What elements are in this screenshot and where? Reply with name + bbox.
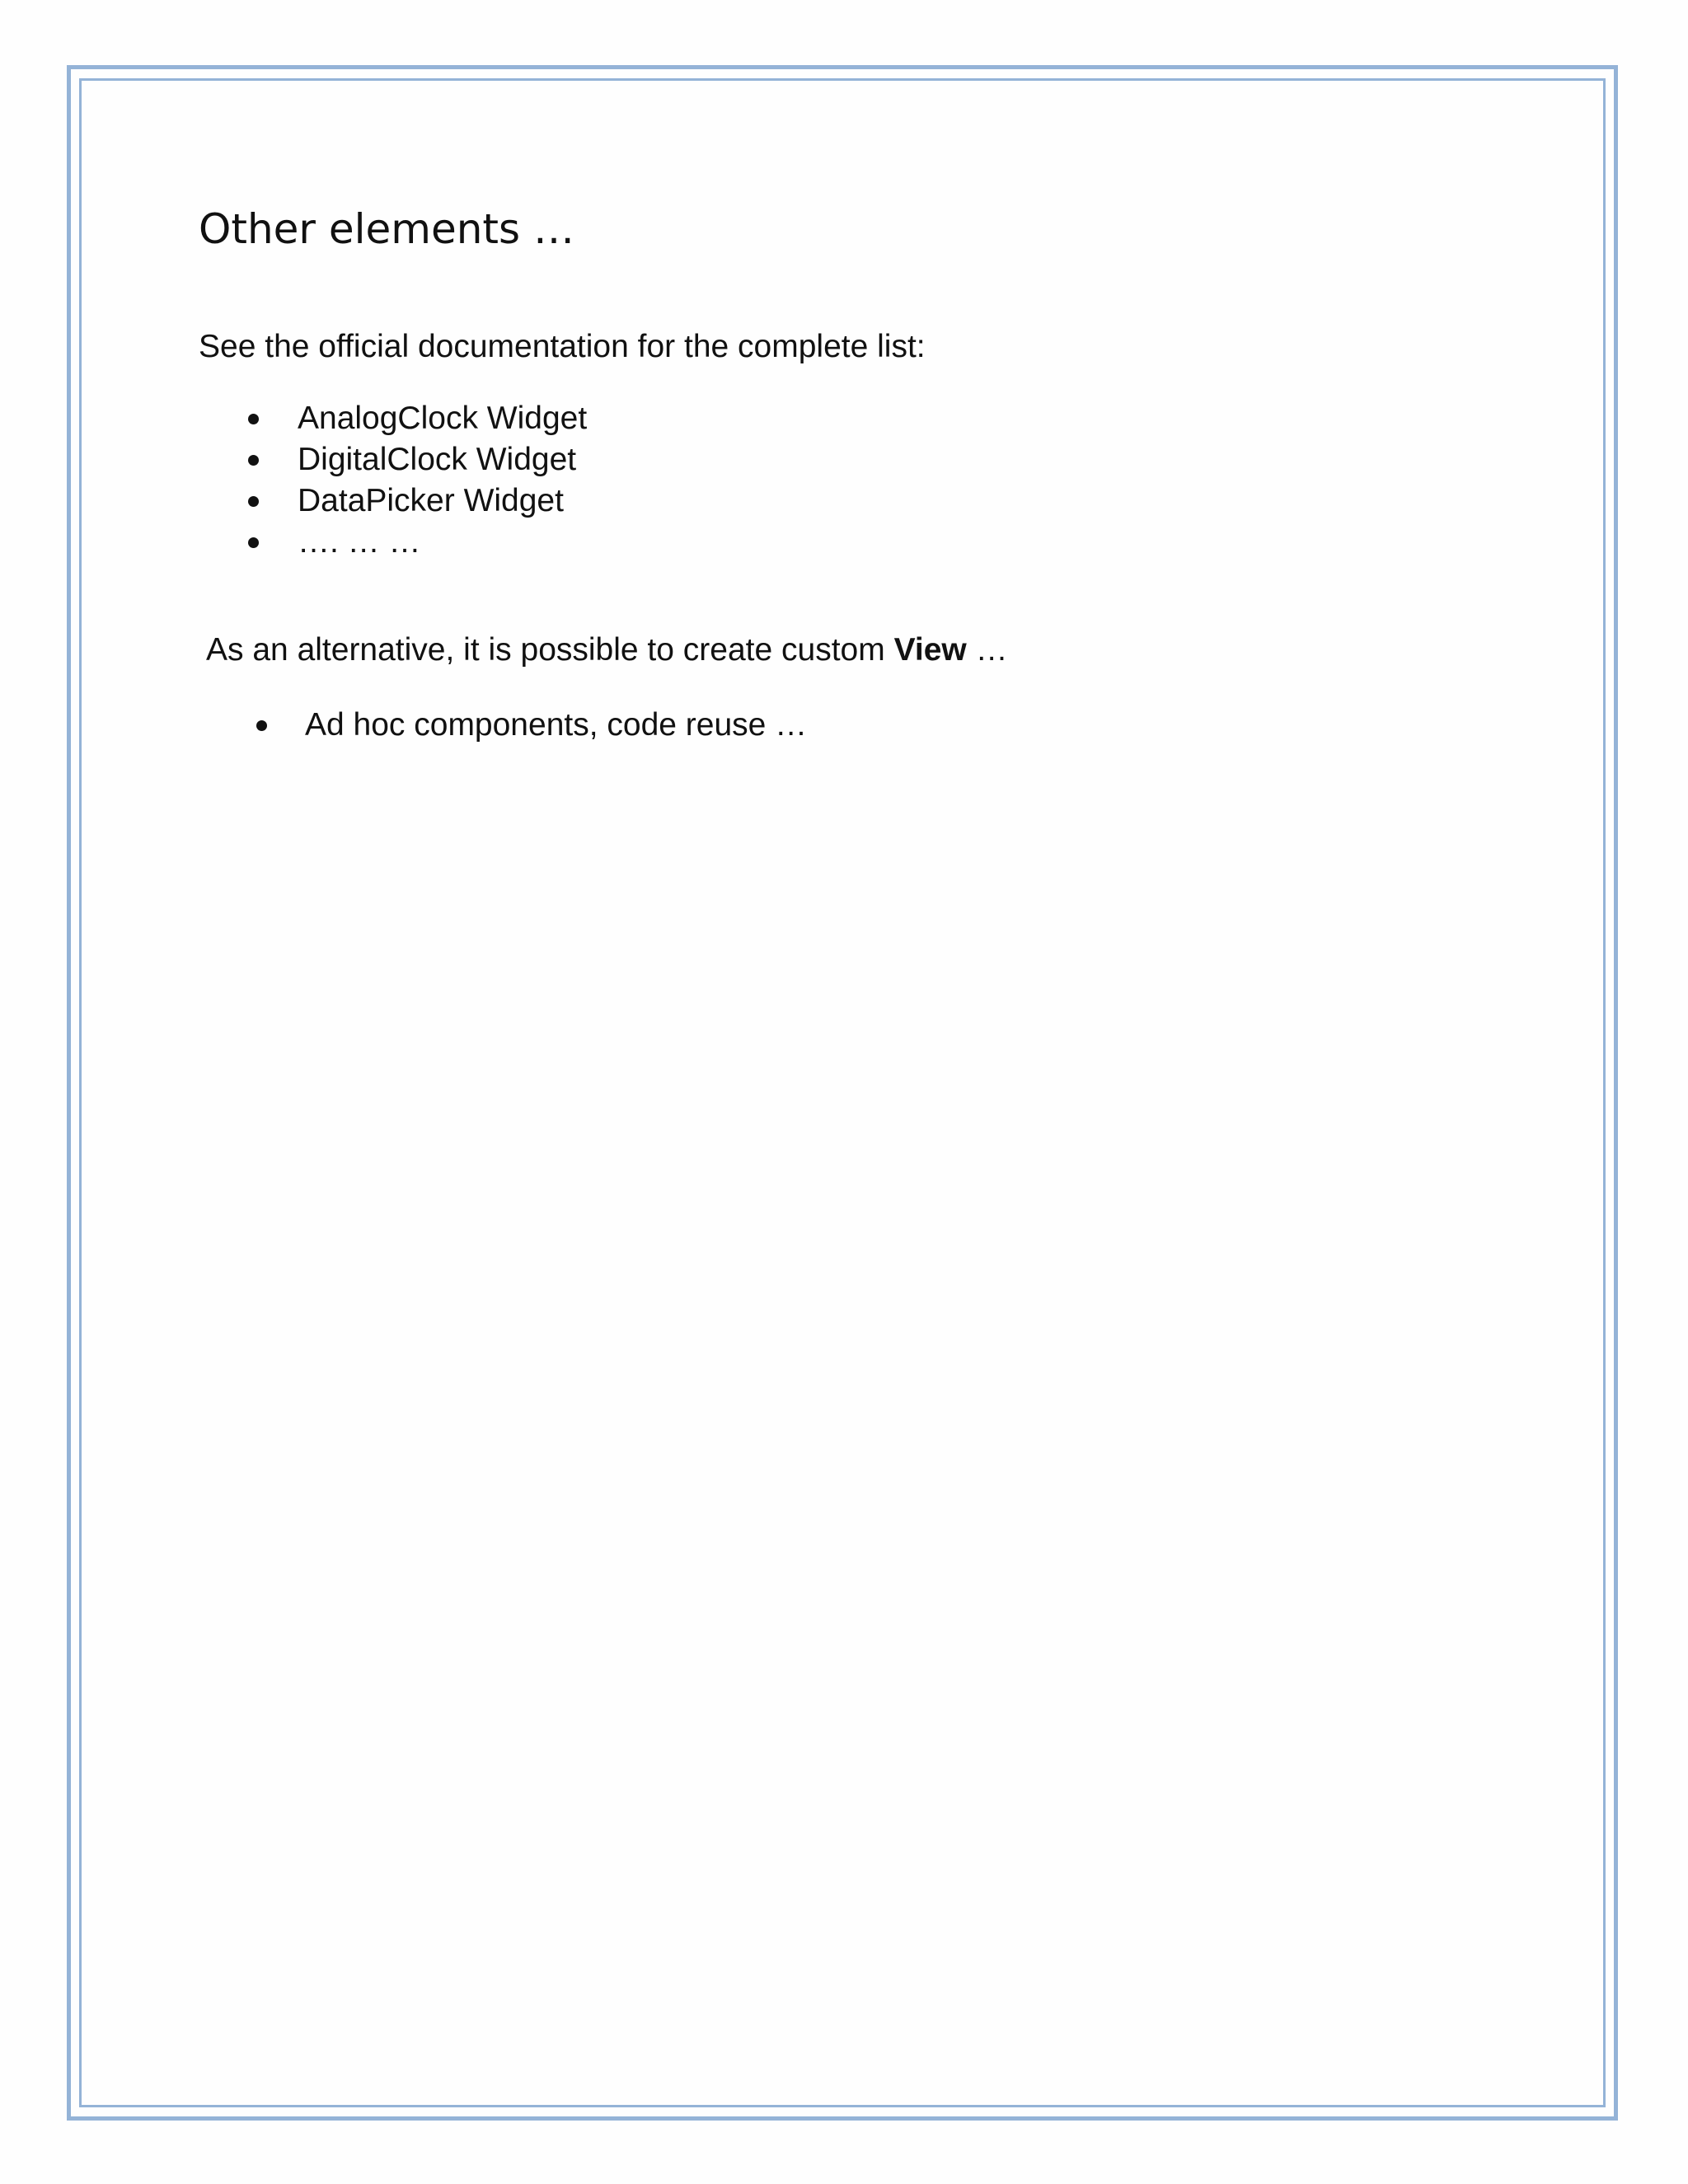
- list-item: [0, 480, 989, 522]
- list-item: [0, 705, 989, 746]
- alternative-list: [0, 705, 989, 746]
- intro-text: See the official documentation for the complete list:: [199, 329, 926, 364]
- bullet-icon: [248, 455, 259, 466]
- alternative-suffix: …: [966, 632, 1008, 668]
- list-item: [0, 439, 989, 480]
- bullet-icon: [256, 720, 267, 731]
- list-item-label: DataPicker Widget: [298, 483, 564, 518]
- widget-list: [0, 398, 989, 563]
- bullet-icon: [248, 537, 259, 548]
- alternative-bold-term: View: [893, 632, 967, 668]
- bullet-icon: [248, 414, 259, 424]
- alternative-text: [206, 630, 1008, 670]
- page-frame-inner: [79, 78, 1606, 2107]
- bullet-icon: [248, 496, 259, 507]
- list-item-label: DigitalClock Widget: [298, 442, 577, 477]
- list-item-label: AnalogClock Widget: [298, 401, 588, 436]
- list-item: [0, 522, 989, 563]
- list-item-label: …. … …: [298, 524, 421, 560]
- alternative-prefix: As an alternative, it is possible to create custom: [206, 632, 894, 668]
- section-heading: Other elements …: [199, 205, 574, 253]
- list-item-label: Ad hoc components, code reuse …: [305, 707, 808, 743]
- list-item: [0, 398, 989, 439]
